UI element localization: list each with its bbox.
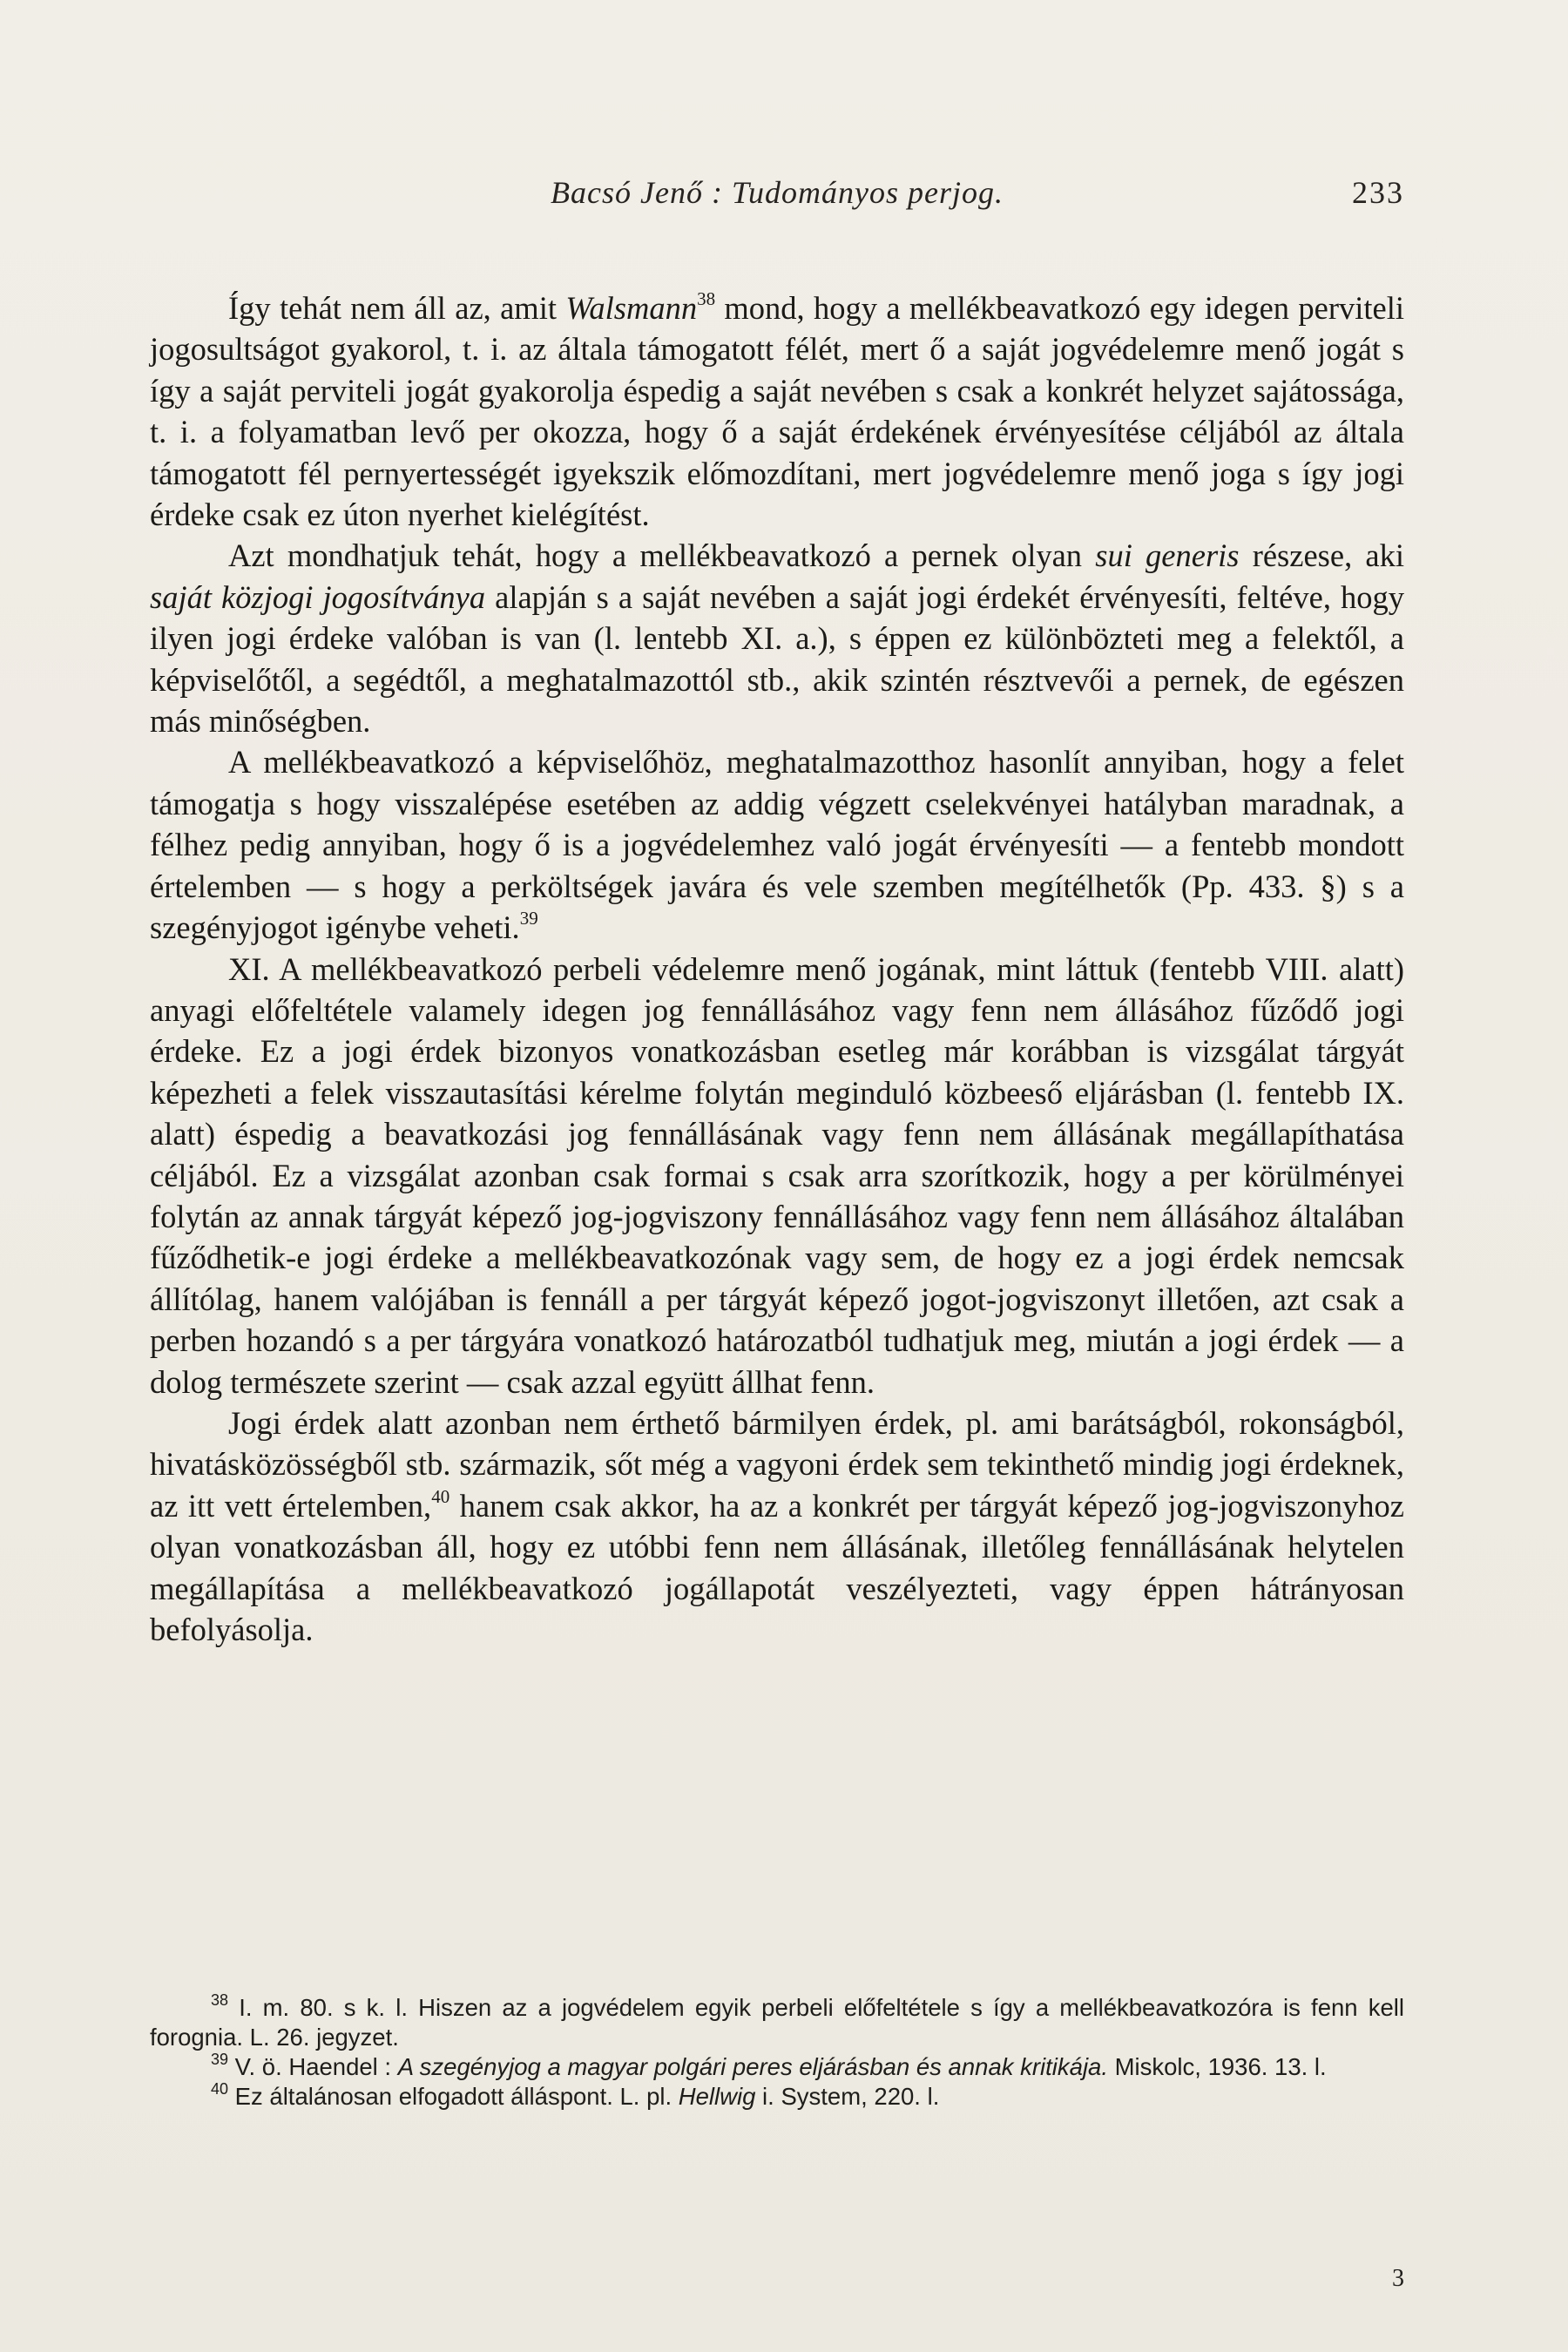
paragraph-3: [150, 741, 1404, 948]
footnote-40: [150, 2079, 1404, 2112]
footnote-ref-40: 40: [431, 1485, 450, 1507]
footnote-39-title: A szegényjog a magyar polgári peres eljárásban és annak kritikája.: [397, 2053, 1108, 2080]
author-name-walsmann: Walsmann: [565, 290, 698, 326]
paragraph-2-text: Azt mondhatjuk tehát, hogy a mellékbeavatkozó a pernek olyan: [228, 537, 1096, 574]
italic-sui-generis: sui generis: [1095, 537, 1240, 574]
italic-kozjogi-jogositvany: saját közjogi jogosítványa: [150, 578, 486, 615]
footnote-39-text-cont: Miskolc, 1936. 13. l.: [1107, 2053, 1327, 2080]
footnote-39-text: V. ö. Haendel :: [234, 2053, 398, 2080]
footnote-39-number: 39: [211, 2050, 229, 2068]
main-text: [150, 287, 1404, 1650]
footnote-40-text-cont: i. System, 220. l.: [755, 2083, 940, 2110]
paragraph-2: [150, 535, 1404, 741]
footnote-38-number: 38: [211, 1990, 229, 2009]
footnote-ref-38: 38: [697, 287, 716, 309]
paragraph-5-text: Jogi érdek alatt azonban nem érthető bármilyen érdek, pl. ami barátságból, rokonságból, hivatásközösségből stb. származik, sőt még a vagyoni érdek sem tekinthető mindig jogi érdeknek, az itt vett értelemben,: [150, 1404, 1404, 1524]
running-head: Bacsó Jenő : Tudományos perjog.: [551, 175, 1004, 210]
page-header: [150, 174, 1404, 218]
footnote-38: [150, 1990, 1405, 2052]
paragraph-4: XI. A mellékbeavatkozó perbeli védelemre menő jogának, mint láttuk (fentebb VIII. alatt) anyagi előfeltétele valamely idegen jog fennállásához vagy fenn nem állásához fűződő jogi érdeke. Ez a jogi érdek bizonyos vonatkozásban esetleg már korábban is vizsgálat tárgyát képezheti a felek visszautasítási kérelme folytán meginduló közbeeső eljárásban (l. fentebb IX. alatt) éspedig a beavatkozási jog fennállásának vagy fenn nem állásának megállapíthatása céljából. Ez a vizsgálat azonban csak formai s csak arra szorítkozik, hogy a per körülményei folytán az annak tárgyát képező jog-jogviszony fennállásához vagy fenn nem állásához általában fűződhetik-e jogi érdeke a mellékbeavatkozónak vagy sem, de hogy ez a jogi érdek nemcsak állítólag, hanem valójában is fennáll a per tárgyát képező jogot-jogviszonyt illetően, azt csak a perben hozandó s a per tárgyára vonatkozó határozatból tudhatjuk meg, miután a jogi érdek — a dolog természete szerint — csak azzal együtt állhat fenn.: [150, 950, 1404, 1400]
footnote-40-number: 40: [211, 2079, 229, 2098]
footnote-40-text: Ez általánosan elfogadott álláspont. L. pl.: [234, 2083, 679, 2110]
signature-mark: 3: [1392, 2265, 1404, 2292]
paragraph-2-text-cont: részese, aki: [1239, 537, 1404, 574]
paragraph-3-text: A mellékbeavatkozó a képviselőhöz, meghatalmazotthoz hasonlít annyiban, hogy a felet támogatja s hogy visszalépése esetében az addig végzett cselekvényei hatályban maradnak, a félhez pedig annyiban, hogy ő is a jogvédelemhez való jogát érvényesíti — a fentebb mondott értelemben — s hogy a perköltségek javára és vele szemben megítélhetők (Pp. 433. §) s a szegényjogot igénybe veheti.: [150, 744, 1404, 946]
paragraph-5-text-cont: hanem csak akkor, ha az a konkrét per tárgyát képező jog-jogviszonyhoz olyan vonatkozásban áll, hogy ez utóbbi fenn nem állásának, illetőleg fennállásának helytelen megállapítása a mellékbeavatkozó jogállapotát veszélyezteti, vagy éppen hátrányosan befolyásolja.: [150, 1487, 1405, 1647]
paragraph-1-text-cont: mond, hogy a mellékbeavatkozó egy idegen perviteli jogosultságot gyakorol, t. i. az általa támogatott félét, mert ő a saját jogvédelemre menő jogát s így a saját perviteli jogát gyakorolja éspedig a saját nevében s csak a konkrét helyzet sajátossága, t. i. a folyamatban levő per okozza, hogy ő a saját érdekének érvényesítése céljából az általa támogatott fél pernyertességét igyekszik előmozdítani, mert jogvédelemre menő joga s így jogi érdeke csak ez úton nyerhet kielégítést.: [150, 290, 1405, 533]
page-number: 233: [1352, 175, 1404, 210]
paragraph-2-text-end: alapján s a saját nevében a saját jogi érdekét érvényesíti, feltéve, hogy ilyen jogi érdeke valóban is van (l. lentebb XI. a.), s éppen ez különbözteti meg a felektől, a képviselőtől, a segédtől, a meghatalmazottól stb., akik szintén résztvevői a pernek, de egészen más minőségben.: [150, 578, 1405, 740]
footnote-39: [150, 2052, 1404, 2082]
footnote-38-text: I. m. 80. s k. l. Hiszen az a jogvédelem egyik perbeli előfeltétele s így a mellékbeavatkozóra is fenn kell forognia. L. 26. jegyzet.: [150, 1994, 1405, 2051]
footnote-ref-39: 39: [519, 907, 538, 929]
paragraph-1: [150, 287, 1404, 535]
footnote-40-author: Hellwig: [678, 2083, 756, 2110]
paragraph-1-text: Így tehát nem áll az, amit: [228, 290, 566, 326]
footnotes: [150, 1990, 1405, 2112]
paragraph-5: [150, 1402, 1404, 1650]
